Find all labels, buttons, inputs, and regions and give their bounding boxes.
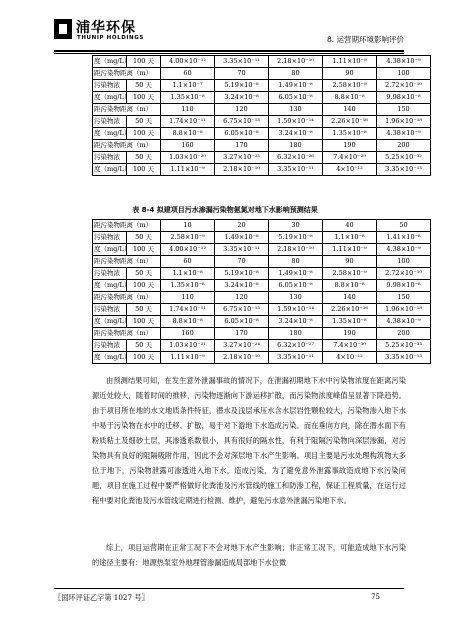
table-row [93, 244, 431, 256]
row-label-cell: 度（mg/L） [93, 352, 127, 364]
value-cell: 100 [377, 68, 431, 80]
value-cell: 3.27×10⁻²³ [215, 152, 269, 164]
value-cell: 3.35×10⁻¹¹ [269, 352, 323, 364]
value-cell: 8.8×10⁻⁸ [161, 128, 215, 140]
value-cell: 50 [377, 220, 431, 232]
value-cell: 4.38×10⁻⁹ [377, 316, 431, 328]
value-cell: 7.4×10⁻³⁰ [323, 340, 377, 352]
duration-cell: 100 天 [127, 128, 161, 140]
value-cell: 1.11×10⁻⁹ [323, 56, 377, 68]
table-row [93, 292, 431, 304]
value-cell: 8.8×10⁻⁸ [323, 280, 377, 292]
value-cell: 1.03×10⁻²¹ [161, 340, 215, 352]
duration-cell: 100 天 [127, 316, 161, 328]
value-cell: 5.19×10⁻⁸ [215, 268, 269, 280]
value-cell: 20 [215, 220, 269, 232]
value-cell: 1.49×10⁻⁸ [269, 80, 323, 92]
prediction-table-continued [92, 55, 431, 176]
value-cell: 2.72×10⁻¹⁰ [377, 80, 431, 92]
value-cell: 6.75×10⁻¹³ [215, 116, 269, 128]
value-cell: 10 [161, 220, 215, 232]
value-cell: 1.96×10⁻¹⁸ [377, 116, 431, 128]
value-cell: 4.00×10⁻¹² [161, 244, 215, 256]
value-cell: 200 [377, 140, 431, 152]
value-cell: 3.24×10⁻⁸ [269, 128, 323, 140]
table-row [93, 56, 431, 68]
value-cell: 110 [161, 104, 215, 116]
value-cell: 1.35×10⁻⁸ [323, 316, 377, 328]
value-cell: 1.1×10⁻⁸ [323, 232, 377, 244]
chapter-title: 8. 运营期环境影响评价 [326, 35, 404, 44]
table-row [93, 328, 431, 340]
duration-cell: 50 天 [127, 232, 161, 244]
row-label-cell: 距污染物距离（m） [93, 140, 161, 152]
value-cell: 2.26×10⁻¹⁶ [323, 304, 377, 316]
value-cell: 5.25×10⁻³³ [377, 340, 431, 352]
value-cell: 1.74×10⁻¹¹ [161, 116, 215, 128]
value-cell: 90 [323, 68, 377, 80]
table-row [93, 164, 431, 176]
value-cell: 1.74×10⁻¹¹ [161, 304, 215, 316]
duration-cell: 100 天 [127, 92, 161, 104]
value-cell: 1.49×10⁻⁸ [269, 268, 323, 280]
row-label-cell: 污染物浓 [93, 80, 127, 92]
row-label-cell: 污染物浓 [93, 340, 127, 352]
value-cell: 3.35×10⁻¹¹ [215, 244, 269, 256]
table-row [93, 268, 431, 280]
value-cell: 110 [161, 292, 215, 304]
row-label-cell: 距污染物距离（m） [93, 256, 161, 268]
table-row [93, 256, 431, 268]
body-paragraph [92, 540, 406, 570]
value-cell: 2.26×10⁻¹⁶ [323, 116, 377, 128]
value-cell: 160 [161, 140, 215, 152]
table-row [93, 316, 431, 328]
value-cell: 1.11×10⁻⁹ [161, 164, 215, 176]
brand-name-cn: 浦华环保 [76, 20, 136, 36]
row-label-cell: 距污染物距离（m） [93, 104, 161, 116]
duration-cell: 100 天 [127, 280, 161, 292]
value-cell: 120 [215, 104, 269, 116]
value-cell: 40 [323, 220, 377, 232]
value-cell: 60 [161, 256, 215, 268]
table-row [93, 352, 431, 364]
value-cell: 1.49×10⁻⁸ [215, 232, 269, 244]
value-cell: 200 [377, 328, 431, 340]
value-cell: 180 [269, 140, 323, 152]
value-cell: 4.38×10⁻⁹ [377, 56, 431, 68]
row-label-cell: 度（mg/L） [93, 316, 127, 328]
table-row [93, 104, 431, 116]
value-cell: 3.35×10⁻¹¹ [215, 56, 269, 68]
value-cell: 6.05×10⁻⁸ [269, 92, 323, 104]
value-cell: 6.05×10⁻⁸ [269, 280, 323, 292]
row-label-cell: 度（mg/L） [93, 56, 127, 68]
value-cell: 2.58×10⁻⁹ [161, 232, 215, 244]
value-cell: 1.41×10⁻⁸ [377, 232, 431, 244]
row-label-cell: 度（mg/L） [93, 128, 127, 140]
value-cell: 2.72×10⁻¹⁰ [377, 268, 431, 280]
table-row [93, 152, 431, 164]
table-row [93, 280, 431, 292]
value-cell: 5.25×10⁻³² [377, 152, 431, 164]
value-cell: 6.05×10⁻⁸ [215, 128, 269, 140]
value-cell: 1.1×10⁻⁷ [161, 80, 215, 92]
value-cell: 30 [269, 220, 323, 232]
certificate-number: 〖国环评证乙字第 1027 号〗 [54, 593, 149, 602]
table-row [93, 140, 431, 152]
row-label-cell: 度（mg/L） [93, 280, 127, 292]
value-cell: 140 [323, 292, 377, 304]
duration-cell: 50 天 [127, 116, 161, 128]
value-cell: 70 [215, 256, 269, 268]
value-cell: 1.35×10⁻⁸ [161, 92, 215, 104]
value-cell: 2.58×10⁻⁹ [323, 268, 377, 280]
row-label-cell: 距污染物距离（m） [93, 220, 161, 232]
value-cell: 8.8×10⁻⁸ [323, 92, 377, 104]
value-cell: 120 [215, 292, 269, 304]
value-cell: 3.35×10⁻¹¹ [269, 164, 323, 176]
value-cell: 2.18×10⁻¹⁰ [269, 244, 323, 256]
duration-cell: 50 天 [127, 268, 161, 280]
value-cell: 60 [161, 68, 215, 80]
value-cell: 1.59×10⁻¹⁴ [269, 116, 323, 128]
value-cell: 9.98×10⁻⁸ [377, 280, 431, 292]
table-row [93, 220, 431, 232]
value-cell: 70 [215, 68, 269, 80]
row-label-cell: 距污染物距离（m） [93, 68, 161, 80]
value-cell: 150 [377, 292, 431, 304]
value-cell: 1.11×10⁻⁹ [323, 244, 377, 256]
value-cell: 190 [323, 328, 377, 340]
row-label-cell: 污染物浓 [93, 232, 127, 244]
row-label-cell: 度（mg/L） [93, 244, 127, 256]
value-cell: 4×10⁻¹² [323, 164, 377, 176]
value-cell: 4×10⁻¹² [323, 352, 377, 364]
row-label-cell: 污染物浓 [93, 152, 127, 164]
duration-cell: 50 天 [127, 152, 161, 164]
duration-cell: 50 天 [127, 340, 161, 352]
value-cell: 90 [323, 256, 377, 268]
value-cell: 1.96×10⁻¹⁸ [377, 304, 431, 316]
value-cell: 170 [215, 328, 269, 340]
table-row [93, 116, 431, 128]
table-row [93, 304, 431, 316]
value-cell: 190 [323, 140, 377, 152]
value-cell: 3.27×10⁻²⁴ [215, 340, 269, 352]
value-cell: 130 [269, 292, 323, 304]
duration-cell: 50 天 [127, 80, 161, 92]
duration-cell: 50 天 [127, 304, 161, 316]
value-cell: 150 [377, 104, 431, 116]
row-label-cell: 污染物浓 [93, 116, 127, 128]
value-cell: 5.19×10⁻⁸ [269, 232, 323, 244]
header-rule-thin [54, 53, 404, 54]
footer-rule [54, 588, 404, 589]
table-row [93, 340, 431, 352]
header-rule-thick [54, 50, 404, 52]
duration-cell: 100 天 [127, 56, 161, 68]
value-cell: 3.24×10⁻⁸ [215, 280, 269, 292]
brand-name-en: THUNIP HOLDINGS [77, 35, 144, 41]
row-label-cell: 距污染物距离（m） [93, 328, 161, 340]
value-cell: 6.32×10⁻²⁶ [269, 152, 323, 164]
value-cell: 2.18×10⁻¹⁰ [215, 352, 269, 364]
value-cell: 4.00×10⁻¹² [161, 56, 215, 68]
brand-logo-icon [54, 19, 72, 39]
row-label-cell: 污染物浓 [93, 268, 127, 280]
value-cell: 80 [269, 256, 323, 268]
value-cell: 170 [215, 140, 269, 152]
value-cell: 9.98×10⁻⁸ [377, 92, 431, 104]
value-cell: 2.18×10⁻¹⁰ [215, 164, 269, 176]
value-cell: 6.05×10⁻⁸ [215, 316, 269, 328]
value-cell: 6.32×10⁻²⁷ [269, 340, 323, 352]
value-cell: 1.1×10⁻⁸ [161, 268, 215, 280]
body-paragraph [92, 373, 406, 508]
duration-cell: 100 天 [127, 164, 161, 176]
table-row [93, 80, 431, 92]
ammonia-prediction-table [92, 219, 431, 364]
value-cell: 1.35×10⁻⁸ [161, 280, 215, 292]
table-caption: 表 8-4 拟建项目污水渗漏污染物氨氮对地下水影响预测结果 [132, 206, 318, 214]
value-cell: 2.18×10⁻¹⁰ [269, 56, 323, 68]
row-label-cell: 距污染物距离（m） [93, 292, 161, 304]
row-label-cell: 污染物浓 [93, 304, 127, 316]
table-row [93, 92, 431, 104]
value-cell: 1.35×10⁻⁸ [323, 128, 377, 140]
value-cell: 80 [269, 68, 323, 80]
value-cell: 4.38×10⁻⁹ [377, 244, 431, 256]
value-cell: 3.35×10⁻¹³ [377, 164, 431, 176]
row-label-cell: 度（mg/L） [93, 164, 127, 176]
value-cell: 140 [323, 104, 377, 116]
duration-cell: 100 天 [127, 352, 161, 364]
page-header [54, 14, 404, 50]
value-cell: 3.24×10⁻⁸ [215, 92, 269, 104]
value-cell: 3.24×10⁻⁸ [269, 316, 323, 328]
value-cell: 160 [161, 328, 215, 340]
value-cell: 1.03×10⁻²⁰ [161, 152, 215, 164]
value-cell: 4.38×10⁻⁹ [377, 128, 431, 140]
table-row [93, 68, 431, 80]
value-cell: 5.19×10⁻⁸ [215, 80, 269, 92]
value-cell: 130 [269, 104, 323, 116]
value-cell: 3.35×10⁻¹³ [377, 352, 431, 364]
value-cell: 2.58×10⁻⁹ [323, 80, 377, 92]
paragraph-text: 由预测结果可知，在发生意外泄漏事故的情况下，在泄漏初期地下水中污染物浓度在距离污染源近处较大，随着时间的推移，污染物逐渐向下游运移扩散，而污染物浓度峰值呈显著下降趋势。由于项目所在地的水文地质条件特征，潜水及浅层承压水含水层岩性颗粒较大，污染物渗入地下水中易于污染物在水中的迁移、扩散，易于对下游地下水造成污染。而在垂向方向，除在潜水面下有粉质粘土及细砂土层，其渗透系数很小，具有很好的隔水性，有利于阻隔污染物向深层渗漏，对污染物具有良好的阻隔吸附作用，因此不会对深层地下水产生影响。项目主要是污水处理构筑物大多位于地下，污染物泄露可渗透进入地下水，造成污染，为了避免意外泄露事故造成地下水污染问题，项目在施工过程中要严格做好化粪池及污水管线的施工和防渗工程，保证工程质量，在运行过程中要对化粪池及污水管线定期进行检测、维护，避免污水意外泄漏污染地下水。 [92, 376, 406, 505]
value-cell: 7.4×10⁻²⁹ [323, 152, 377, 164]
value-cell: 1.11×10⁻⁹ [161, 352, 215, 364]
row-label-cell: 度（mg/L） [93, 92, 127, 104]
value-cell: 100 [377, 256, 431, 268]
duration-cell: 100 天 [127, 244, 161, 256]
value-cell: 8.8×10⁻⁸ [161, 316, 215, 328]
value-cell: 6.75×10⁻¹³ [215, 304, 269, 316]
table-row [93, 232, 431, 244]
table-row [93, 128, 431, 140]
value-cell: 1.59×10⁻¹⁴ [269, 304, 323, 316]
value-cell: 180 [269, 328, 323, 340]
page-number: 75 [371, 593, 380, 601]
paragraph-text: 综上，项目运营期在正常工况下不会对地下水产生影响；非正常工况下，可能造成地下水污染的途径主要有：地源热泵室外地埋管渗漏造成局部地下水位微 [92, 543, 406, 567]
